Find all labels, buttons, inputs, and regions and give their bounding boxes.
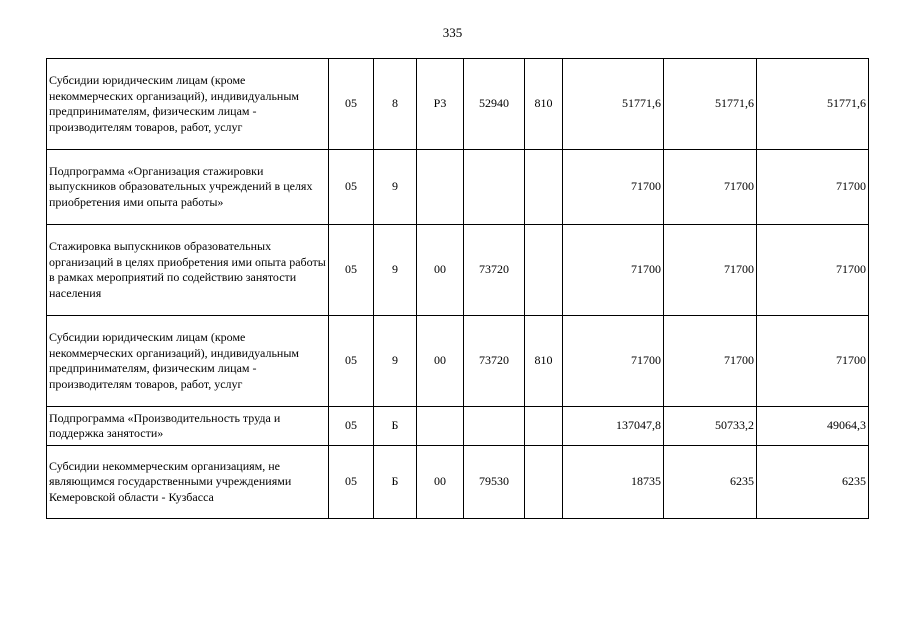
row-sum-1: 71700 <box>563 150 664 225</box>
row-name: Субсидии юридическим лицам (кроме некоммерческих организаций), индивидуальным предпринимателям, физическим лицам - производителям товаров, работ, услуг <box>47 316 329 407</box>
row-direction-code: 73720 <box>464 225 525 316</box>
row-subsection: Б <box>374 446 417 519</box>
row-sum-1: 137047,8 <box>563 407 664 446</box>
row-name: Стажировка выпускников образовательных организаций в целях приобретения ими опыта работы в рамках мероприятий по содействию занятости населения <box>47 225 329 316</box>
row-sum-3: 51771,6 <box>757 59 869 150</box>
table-row <box>47 407 869 446</box>
row-sum-3: 71700 <box>757 316 869 407</box>
row-direction-code: 73720 <box>464 316 525 407</box>
row-expense-type <box>525 446 563 519</box>
row-section: 05 <box>329 59 374 150</box>
row-section: 05 <box>329 446 374 519</box>
row-subsection: 8 <box>374 59 417 150</box>
row-program-code: 00 <box>417 225 464 316</box>
row-sum-2: 71700 <box>664 225 757 316</box>
row-program-code <box>417 407 464 446</box>
row-section: 05 <box>329 407 374 446</box>
row-sum-1: 71700 <box>563 316 664 407</box>
row-sum-2: 71700 <box>664 316 757 407</box>
row-sum-2: 71700 <box>664 150 757 225</box>
row-program-code: 00 <box>417 316 464 407</box>
table-row <box>47 316 869 407</box>
table-row <box>47 59 869 150</box>
row-sum-3: 49064,3 <box>757 407 869 446</box>
page-number: 335 <box>442 25 463 40</box>
row-subsection: 9 <box>374 225 417 316</box>
row-expense-type <box>525 150 563 225</box>
row-sum-1: 51771,6 <box>563 59 664 150</box>
table-row <box>47 150 869 225</box>
row-section: 05 <box>329 225 374 316</box>
row-sum-2: 6235 <box>664 446 757 519</box>
row-subsection: 9 <box>374 150 417 225</box>
row-direction-code: 79530 <box>464 446 525 519</box>
row-sum-3: 71700 <box>757 150 869 225</box>
row-expense-type <box>525 407 563 446</box>
row-direction-code <box>464 407 525 446</box>
row-sum-3: 6235 <box>757 446 869 519</box>
row-section: 05 <box>329 316 374 407</box>
row-subsection: 9 <box>374 316 417 407</box>
row-program-code <box>417 150 464 225</box>
row-subsection: Б <box>374 407 417 446</box>
row-direction-code: 52940 <box>464 59 525 150</box>
row-name: Подпрограмма «Производительность труда и поддержка занятости» <box>47 407 329 446</box>
row-expense-type: 810 <box>525 59 563 150</box>
table-row <box>47 225 869 316</box>
row-program-code: 00 <box>417 446 464 519</box>
row-sum-2: 51771,6 <box>664 59 757 150</box>
row-expense-type <box>525 225 563 316</box>
row-name: Субсидии некоммерческим организациям, не являющимся государственными учреждениями Кемеровской области - Кузбасса <box>47 446 329 519</box>
row-sum-1: 71700 <box>563 225 664 316</box>
row-direction-code <box>464 150 525 225</box>
row-sum-2: 50733,2 <box>664 407 757 446</box>
row-sum-1: 18735 <box>563 446 664 519</box>
row-name: Подпрограмма «Организация стажировки выпускников образовательных учреждений в целях приобретения ими опыта работы» <box>47 150 329 225</box>
row-sum-3: 71700 <box>757 225 869 316</box>
row-expense-type: 810 <box>525 316 563 407</box>
row-section: 05 <box>329 150 374 225</box>
table-row <box>47 446 869 519</box>
row-name: Субсидии юридическим лицам (кроме некоммерческих организаций), индивидуальным предпринимателям, физическим лицам - производителям товаров, работ, услуг <box>47 59 329 150</box>
row-program-code: Р3 <box>417 59 464 150</box>
budget-table <box>46 58 869 519</box>
